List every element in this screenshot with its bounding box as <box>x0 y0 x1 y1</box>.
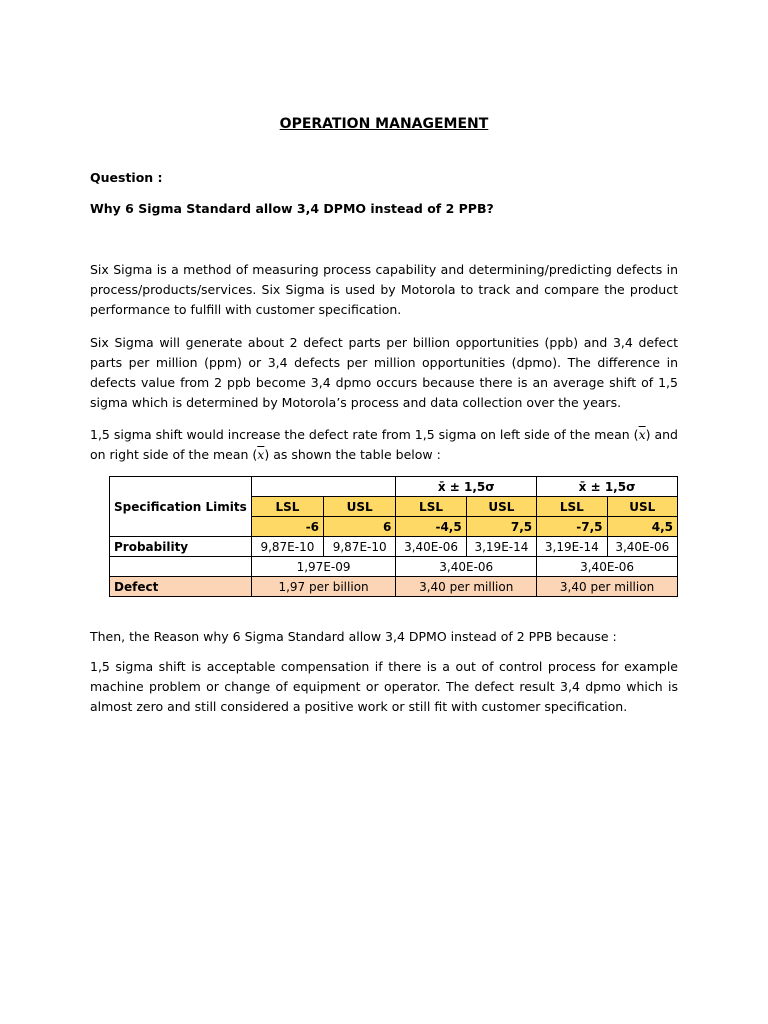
defect-value: 1,97 per billion <box>251 577 396 597</box>
probability-value: 3,19E-14 <box>466 537 536 557</box>
usl-header: USL <box>466 497 536 517</box>
table-row <box>110 477 678 497</box>
paragraph-definition: Six Sigma is a method of measuring process capability and determining/predicting defects in process/products/services. Six Sigma is used by Motorola to track and compare the product performance to fulfill with customer specification. <box>90 262 678 317</box>
table-cell-empty <box>110 557 252 577</box>
limit-value: 6 <box>324 517 396 537</box>
sigma-shift-text-b: ) and on right side of the mean ( <box>90 427 678 462</box>
lsl-header: LSL <box>537 497 607 517</box>
probability-total: 3,40E-06 <box>537 557 678 577</box>
shift-header-1: x̄ ± 1,5σ <box>396 477 537 497</box>
table-row <box>110 537 678 557</box>
document-title: OPERATION MANAGEMENT <box>279 116 489 132</box>
spec-limits-header: Specification Limits <box>110 477 252 537</box>
usl-header: USL <box>607 497 677 517</box>
limit-value: -6 <box>251 517 323 537</box>
probability-value: 9,87E-10 <box>251 537 323 557</box>
defect-value: 3,40 per million <box>396 577 537 597</box>
lsl-header: LSL <box>396 497 466 517</box>
sigma-shift-text-a: 1,5 sigma shift would increase the defect rate from 1,5 sigma on left side of the mean ( <box>90 427 639 442</box>
paragraph-defect-rates: Six Sigma will generate about 2 defect parts per billion opportunities (ppb) and 3,4 defect parts per million (ppm) or 3,4 defects per million opportunities (dpmo). The difference in defects value from 2 ppb become 3,4 dpmo occurs because there is an average shift of 1,5 sigma which is determined by Motorola’s process and data collection over the years. <box>90 335 678 410</box>
mean-symbol: $\overline{x}$ <box>638 427 646 442</box>
limit-value: 4,5 <box>607 517 677 537</box>
limit-value: -7,5 <box>537 517 607 537</box>
limit-value: 7,5 <box>466 517 536 537</box>
mean-symbol: $\overline{x}$ <box>257 447 265 462</box>
usl-header: USL <box>324 497 396 517</box>
question-label: Question : <box>90 170 163 185</box>
defect-value: 3,40 per million <box>537 577 678 597</box>
specification-table <box>109 476 678 597</box>
probability-label: Probability <box>110 537 252 557</box>
sigma-shift-text-c: ) as shown the table below : <box>264 447 441 462</box>
question-text: Why 6 Sigma Standard allow 3,4 DPMO instead of 2 PPB? <box>90 201 494 216</box>
probability-total: 1,97E-09 <box>251 557 396 577</box>
probability-value: 3,40E-06 <box>607 537 677 557</box>
defect-label: Defect <box>110 577 252 597</box>
table-cell-empty <box>251 477 396 497</box>
probability-value: 3,40E-06 <box>396 537 466 557</box>
limit-value: -4,5 <box>396 517 466 537</box>
paragraph-reason: 1,5 sigma shift is acceptable compensation if there is a out of control process for example machine problem or change of equipment or operator. The defect result 3,4 dpmo which is almost zero and still considered a positive work or still fit with customer specification. <box>90 659 678 714</box>
probability-total: 3,40E-06 <box>396 557 537 577</box>
table-row <box>110 557 678 577</box>
lsl-header: LSL <box>251 497 323 517</box>
paragraph-reason-intro: Then, the Reason why 6 Sigma Standard allow 3,4 DPMO instead of 2 PPB because : <box>90 629 617 644</box>
table-row <box>110 577 678 597</box>
paragraph-sigma-shift <box>90 425 678 465</box>
probability-value: 9,87E-10 <box>324 537 396 557</box>
shift-header-2: x̄ ± 1,5σ <box>537 477 678 497</box>
probability-value: 3,19E-14 <box>537 537 607 557</box>
